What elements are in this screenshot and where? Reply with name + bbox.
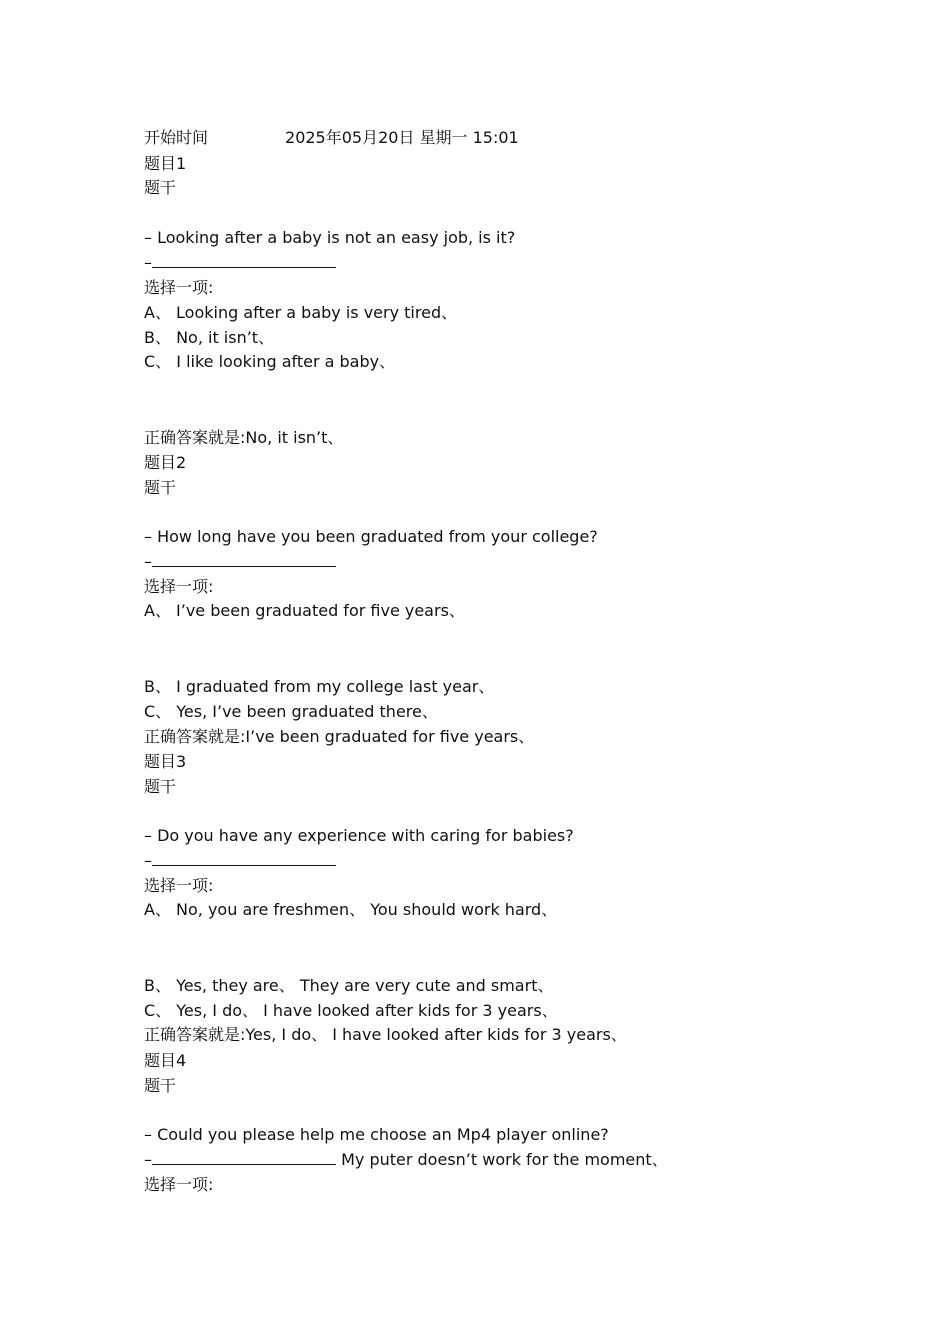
correct-answer: 正确答案就是:No, it isn’t、 [144, 428, 344, 447]
start-time-label: 开始时间 [144, 128, 209, 147]
start-time-row [144, 128, 519, 148]
choose-label: 选择一项: [144, 876, 214, 895]
answer-blank [152, 851, 336, 866]
option-a: A、 I’ve been graduated for five years、 [144, 601, 465, 620]
answer-blank-row [144, 851, 336, 871]
answer-dash: – [144, 851, 152, 870]
option-a: A、 No, you are freshmen、 You should work hard、 [144, 900, 558, 919]
option-b: B、 Yes, they are、 They are very cute and smart、 [144, 976, 554, 995]
stem-label: 题干 [144, 777, 177, 796]
choose-label: 选择一项: [144, 278, 214, 297]
answer-suffix: My puter doesn’t work for the moment、 [336, 1150, 668, 1169]
question-title: 题目3 [144, 752, 187, 771]
answer-blank [152, 253, 336, 268]
choose-label: 选择一项: [144, 1175, 214, 1194]
option-c: C、 Yes, I do、 I have looked after kids for 3 years、 [144, 1001, 558, 1020]
start-time-value: 2025年05月20日 星期一 15:01 [285, 128, 519, 147]
answer-blank-row [144, 552, 336, 572]
correct-answer: 正确答案就是:I’ve been graduated for five years、 [144, 727, 535, 746]
answer-dash: – [144, 1150, 152, 1169]
option-a: A、 Looking after a baby is very tired、 [144, 303, 458, 322]
answer-blank-row [144, 1150, 668, 1170]
question-prompt: – Looking after a baby is not an easy job, is it? [144, 228, 516, 247]
question-prompt: – Do you have any experience with caring for babies? [144, 826, 574, 845]
option-b: B、 I graduated from my college last year、 [144, 677, 495, 696]
answer-blank [152, 1150, 336, 1165]
question-title: 题目1 [144, 154, 187, 173]
choose-label: 选择一项: [144, 577, 214, 596]
stem-label: 题干 [144, 478, 177, 497]
option-b: B、 No, it isn’t、 [144, 328, 275, 347]
question-prompt: – Could you please help me choose an Mp4 player online? [144, 1125, 609, 1144]
option-c: C、 Yes, I’ve been graduated there、 [144, 702, 438, 721]
stem-label: 题干 [144, 178, 177, 197]
answer-blank [152, 552, 336, 567]
correct-answer: 正确答案就是:Yes, I do、 I have looked after kids for 3 years、 [144, 1025, 627, 1044]
question-title: 题目4 [144, 1051, 187, 1070]
answer-dash: – [144, 552, 152, 571]
question-title: 题目2 [144, 453, 187, 472]
answer-blank-row [144, 253, 336, 273]
answer-dash: – [144, 253, 152, 272]
option-c: C、 I like looking after a baby、 [144, 352, 396, 371]
stem-label: 题干 [144, 1076, 177, 1095]
question-prompt: – How long have you been graduated from your college? [144, 527, 598, 546]
